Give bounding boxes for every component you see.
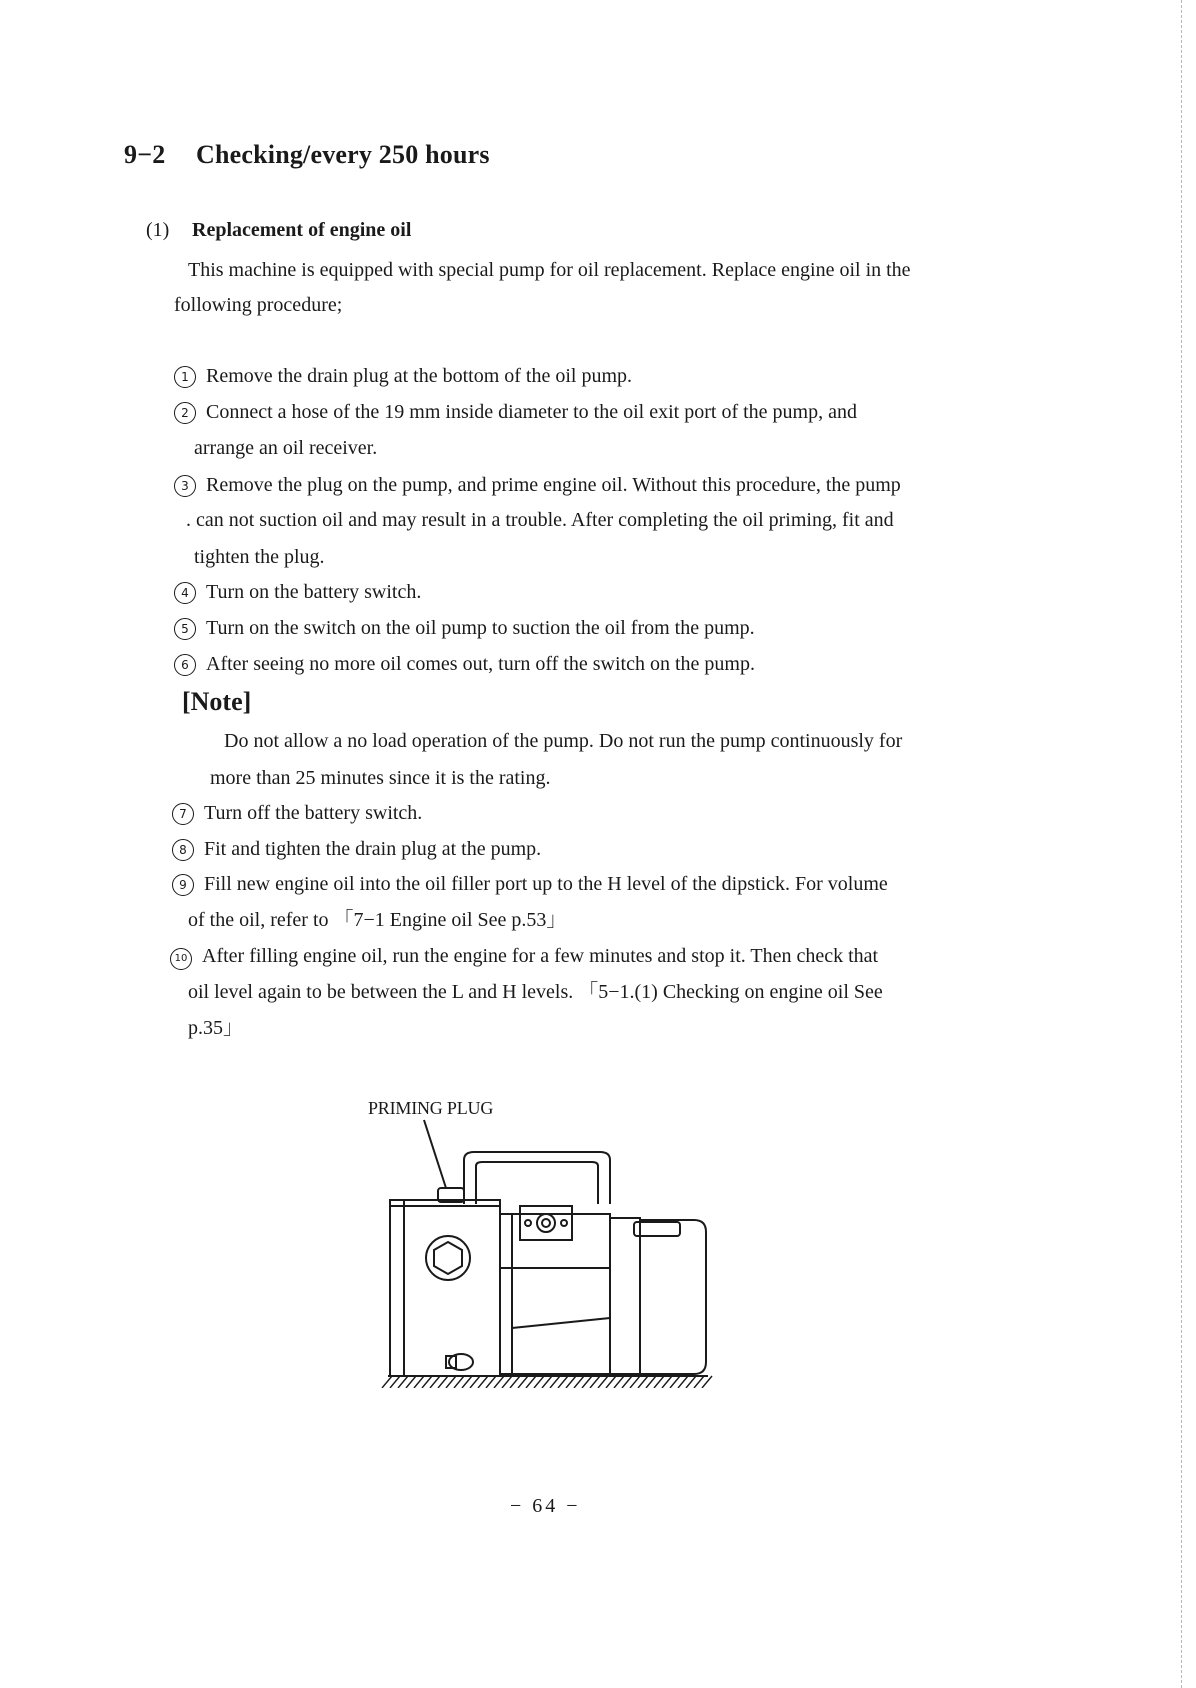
step-9	[172, 872, 888, 896]
step-text: Turn on the battery switch.	[206, 581, 422, 603]
pump-handle	[464, 1152, 610, 1204]
step-text: After seeing no more oil comes out, turn off the switch on the pump.	[206, 653, 755, 675]
oil-pump-diagram	[372, 1118, 772, 1388]
step-8	[172, 837, 541, 861]
intro-line-1: This machine is equipped with special pump for oil replacement. Replace engine oil in the	[188, 259, 911, 281]
note-line-1: Do not allow a no load operation of the pump. Do not run the pump continuously for	[224, 730, 903, 752]
scan-edge-line	[1181, 0, 1182, 1688]
step-10-continued-1: oil level again to be between the L and H levels. 「5−1.(1) Checking on engine oil See	[188, 981, 883, 1003]
subsection-heading	[146, 219, 411, 242]
step-marker: 9	[172, 874, 194, 896]
section-number: 9−2	[124, 140, 166, 169]
step-text: Connect a hose of the 19 mm inside diameter to the oil exit port of the pump, and	[206, 401, 857, 423]
step-marker: 5	[174, 618, 196, 640]
step-3	[174, 473, 901, 497]
step-3-continued-1: . can not suction oil and may result in a trouble. After completing the oil priming, fit and	[186, 509, 894, 531]
step-text: Remove the drain plug at the bottom of the oil pump.	[206, 365, 633, 387]
step-marker: 10	[170, 948, 192, 970]
step-marker: 6	[174, 654, 196, 676]
subsection-number: (1)	[146, 219, 170, 241]
intro-line-2: following procedure;	[174, 294, 343, 316]
ground-hatching	[382, 1376, 712, 1388]
step-text: Turn off the battery switch.	[204, 802, 423, 824]
step-text: Fit and tighten the drain plug at the pump.	[204, 838, 542, 860]
pump-body	[390, 1200, 500, 1376]
step-2-continued: arrange an oil receiver.	[194, 437, 378, 459]
step-7	[172, 801, 422, 825]
note-heading: [Note]	[182, 687, 252, 716]
step-3-continued-2: tighten the plug.	[194, 546, 325, 568]
subsection-title: Replacement of engine oil	[192, 219, 412, 241]
step-5	[174, 616, 755, 640]
motor	[640, 1220, 706, 1374]
step-text: Remove the plug on the pump, and prime engine oil. Without this procedure, the pump	[206, 474, 901, 496]
section-title: Checking/every 250 hours	[196, 140, 490, 169]
step-text: Fill new engine oil into the oil filler port up to the H level of the dipstick. For volume	[204, 873, 888, 895]
step-marker: 4	[174, 582, 196, 604]
step-marker: 8	[172, 839, 194, 861]
step-marker: 7	[172, 803, 194, 825]
note-line-2: more than 25 minutes since it is the rating.	[210, 767, 551, 789]
switch-box	[520, 1206, 572, 1240]
step-10-continued-2: p.35」	[188, 1017, 243, 1039]
step-10	[170, 944, 878, 970]
figure-label: PRIMING PLUG	[368, 1098, 494, 1118]
step-2	[174, 400, 857, 424]
page-number: − 64 −	[510, 1495, 581, 1517]
step-text: After filling engine oil, run the engine for a few minutes and stop it. Then check that	[202, 945, 879, 967]
step-marker: 3	[174, 475, 196, 497]
priming-plug-leader	[424, 1120, 446, 1188]
step-marker: 1	[174, 366, 196, 388]
section-heading	[124, 140, 490, 170]
step-marker: 2	[174, 402, 196, 424]
step-9-continued: of the oil, refer to 「7−1 Engine oil See p.53」	[188, 909, 567, 931]
step-1	[174, 364, 632, 388]
step-4	[174, 580, 421, 604]
step-text: Turn on the switch on the oil pump to suction the oil from the pump.	[206, 617, 755, 639]
step-6	[174, 652, 755, 676]
